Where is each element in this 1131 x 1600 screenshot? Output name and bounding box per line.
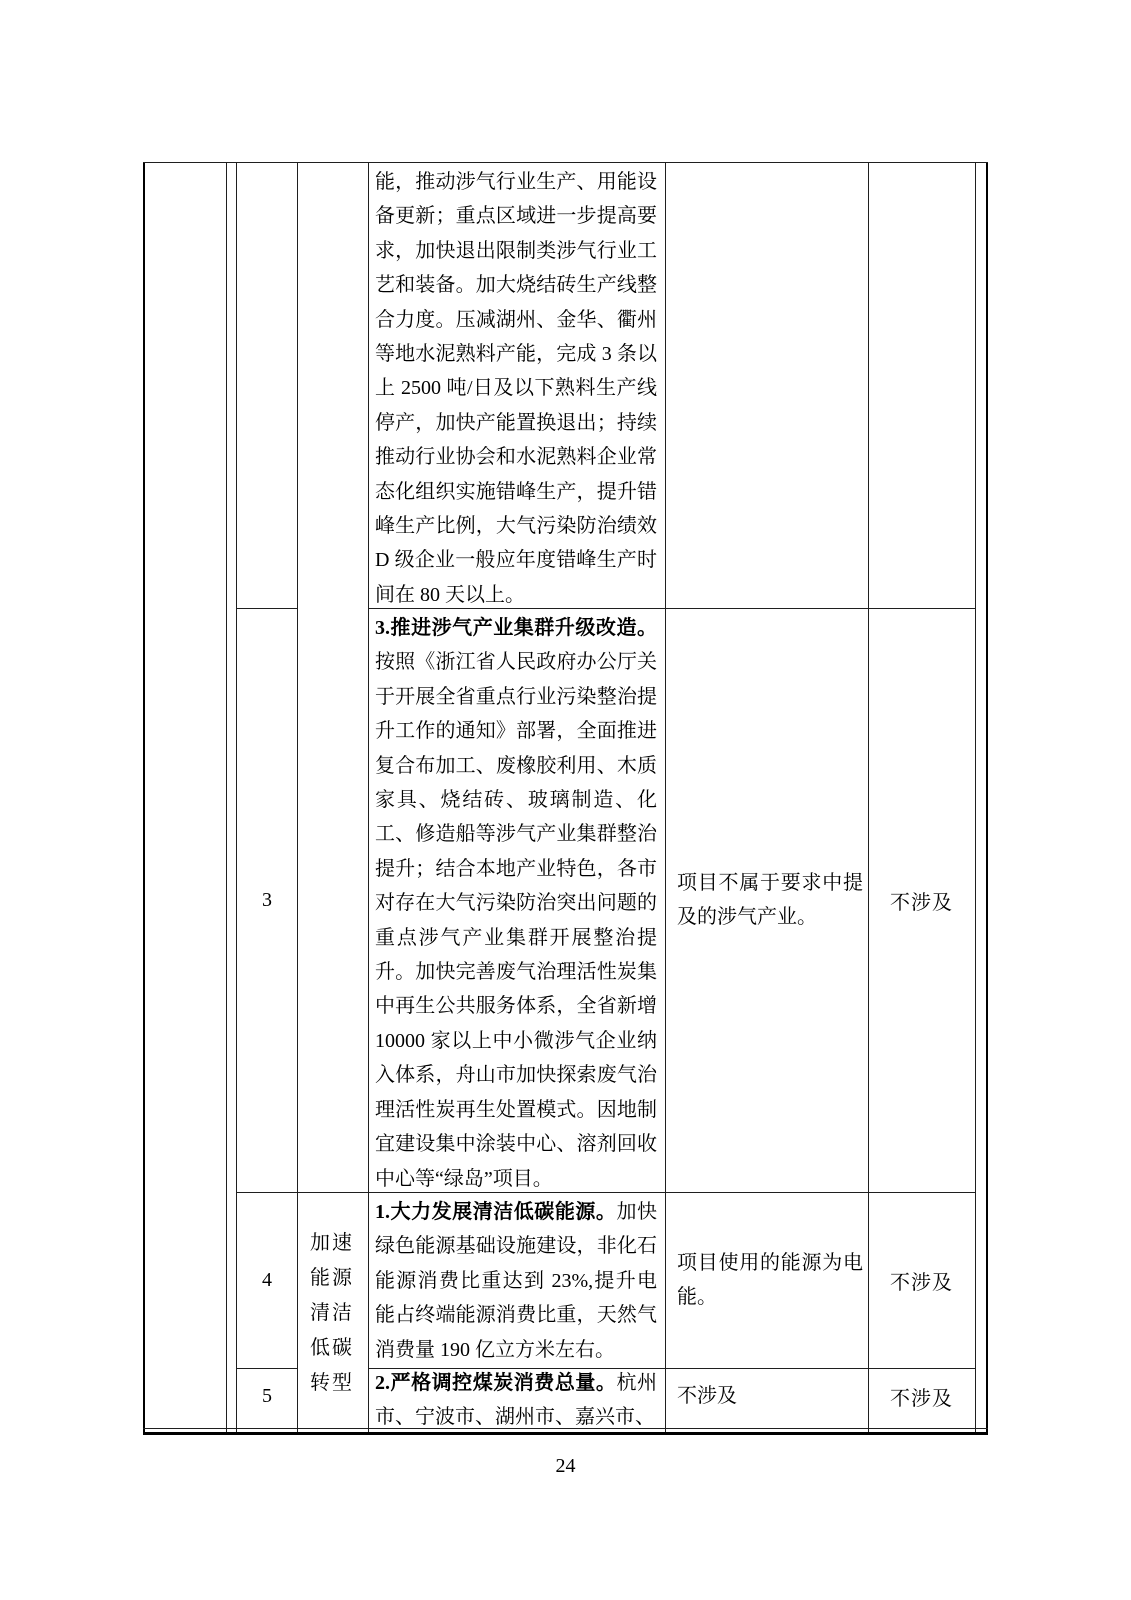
row3-conclusion-cell	[868, 608, 975, 1192]
analysis-text: 不涉及	[677, 1384, 737, 1407]
row5-analysis-cell	[677, 1368, 863, 1424]
row5-conclusion-cell	[868, 1368, 975, 1424]
requirement-body: 加快绿色能源基础设施建设，非化石能源消费比重达到 23%,提升电能占终端能源消费比重，天然气消费量 190 亿立方米左右。	[375, 1201, 658, 1361]
requirement-heading: 3.推进涉气产业集群升级改造。	[375, 617, 657, 639]
table-grid-vline	[226, 162, 227, 1435]
row-number: 3	[262, 888, 272, 911]
row5-number-cell	[236, 1368, 298, 1424]
conclusion-text: 不涉及	[890, 1387, 953, 1410]
analysis-text: 项目使用的能源为电能。	[677, 1251, 863, 1308]
row3-number-cell	[236, 608, 298, 1192]
category-label: 加速能源清洁低碳转型	[310, 1232, 354, 1394]
row3-requirement-text	[375, 611, 657, 1196]
page-number: 24	[555, 1455, 576, 1477]
table-grid-vline	[665, 162, 666, 1435]
analysis-text: 项目不属于要求中提及的涉气产业。	[677, 871, 863, 928]
row-number: 5	[262, 1384, 272, 1407]
table-border-left	[143, 162, 145, 1435]
table-border-top	[143, 162, 988, 163]
requirement-body: 按照《浙江省人民政府办公厅关于开展全省重点行业污染整治提升工作的通知》部署，全面推进复合布加工、废橡胶利用、木质家具、烧结砖、玻璃制造、化工、修造船等涉气产业集群整治提升；结合本地产业特色，各市对存在大气污染防治突出问题的重点涉气产业集群开展整治提升。加快完善废气治理活性炭集中再生公共服务体系，全省新增 10000 家以上中小微涉气企业纳入体系，舟山市加快探索废气治理活性炭再生处置模式。因地制宜建设集中涂装中心、溶剂回收中心等“绿岛”项目。	[375, 651, 657, 1190]
row4-analysis-cell	[677, 1192, 863, 1368]
compliance-table	[143, 162, 988, 1435]
requirement-body: 杭州市、宁波市、湖州市、嘉兴市、	[375, 1372, 658, 1429]
conclusion-text: 不涉及	[890, 1271, 953, 1294]
category-cell	[298, 1192, 368, 1435]
row5-requirement-text	[375, 1366, 657, 1435]
requirement-heading: 1.大力发展清洁低碳能源。	[375, 1201, 617, 1223]
conclusion-text: 不涉及	[890, 891, 953, 914]
table-border-right	[986, 162, 988, 1435]
row1-requirement-text	[375, 165, 657, 612]
row-number: 4	[262, 1268, 272, 1291]
row4-conclusion-cell	[868, 1192, 975, 1368]
row3-analysis-cell	[677, 608, 863, 1192]
table-grid-vline	[368, 162, 369, 1435]
table-grid-vline	[975, 162, 976, 1435]
requirement-heading: 2.严格调控煤炭消费总量。	[375, 1372, 617, 1394]
row4-number-cell	[236, 1192, 298, 1368]
requirement-body: 能，推动涉气行业生产、用能设备更新；重点区域进一步提高要求，加快退出限制类涉气行业工艺和装备。加大烧结砖生产线整合力度。压减湖州、金华、衢州等地水泥熟料产能，完成 3 条以上 2500 吨/日及以下熟料生产线停产，加快产能置换退出；持续推动行业协会和水泥熟料企业常态化组织实施错峰生产，提升错峰生产比例，大气污染防治绩效 D 级企业一般应年度错峰生产时间在 80 天以上。	[375, 171, 657, 606]
row4-requirement-text	[375, 1195, 657, 1367]
